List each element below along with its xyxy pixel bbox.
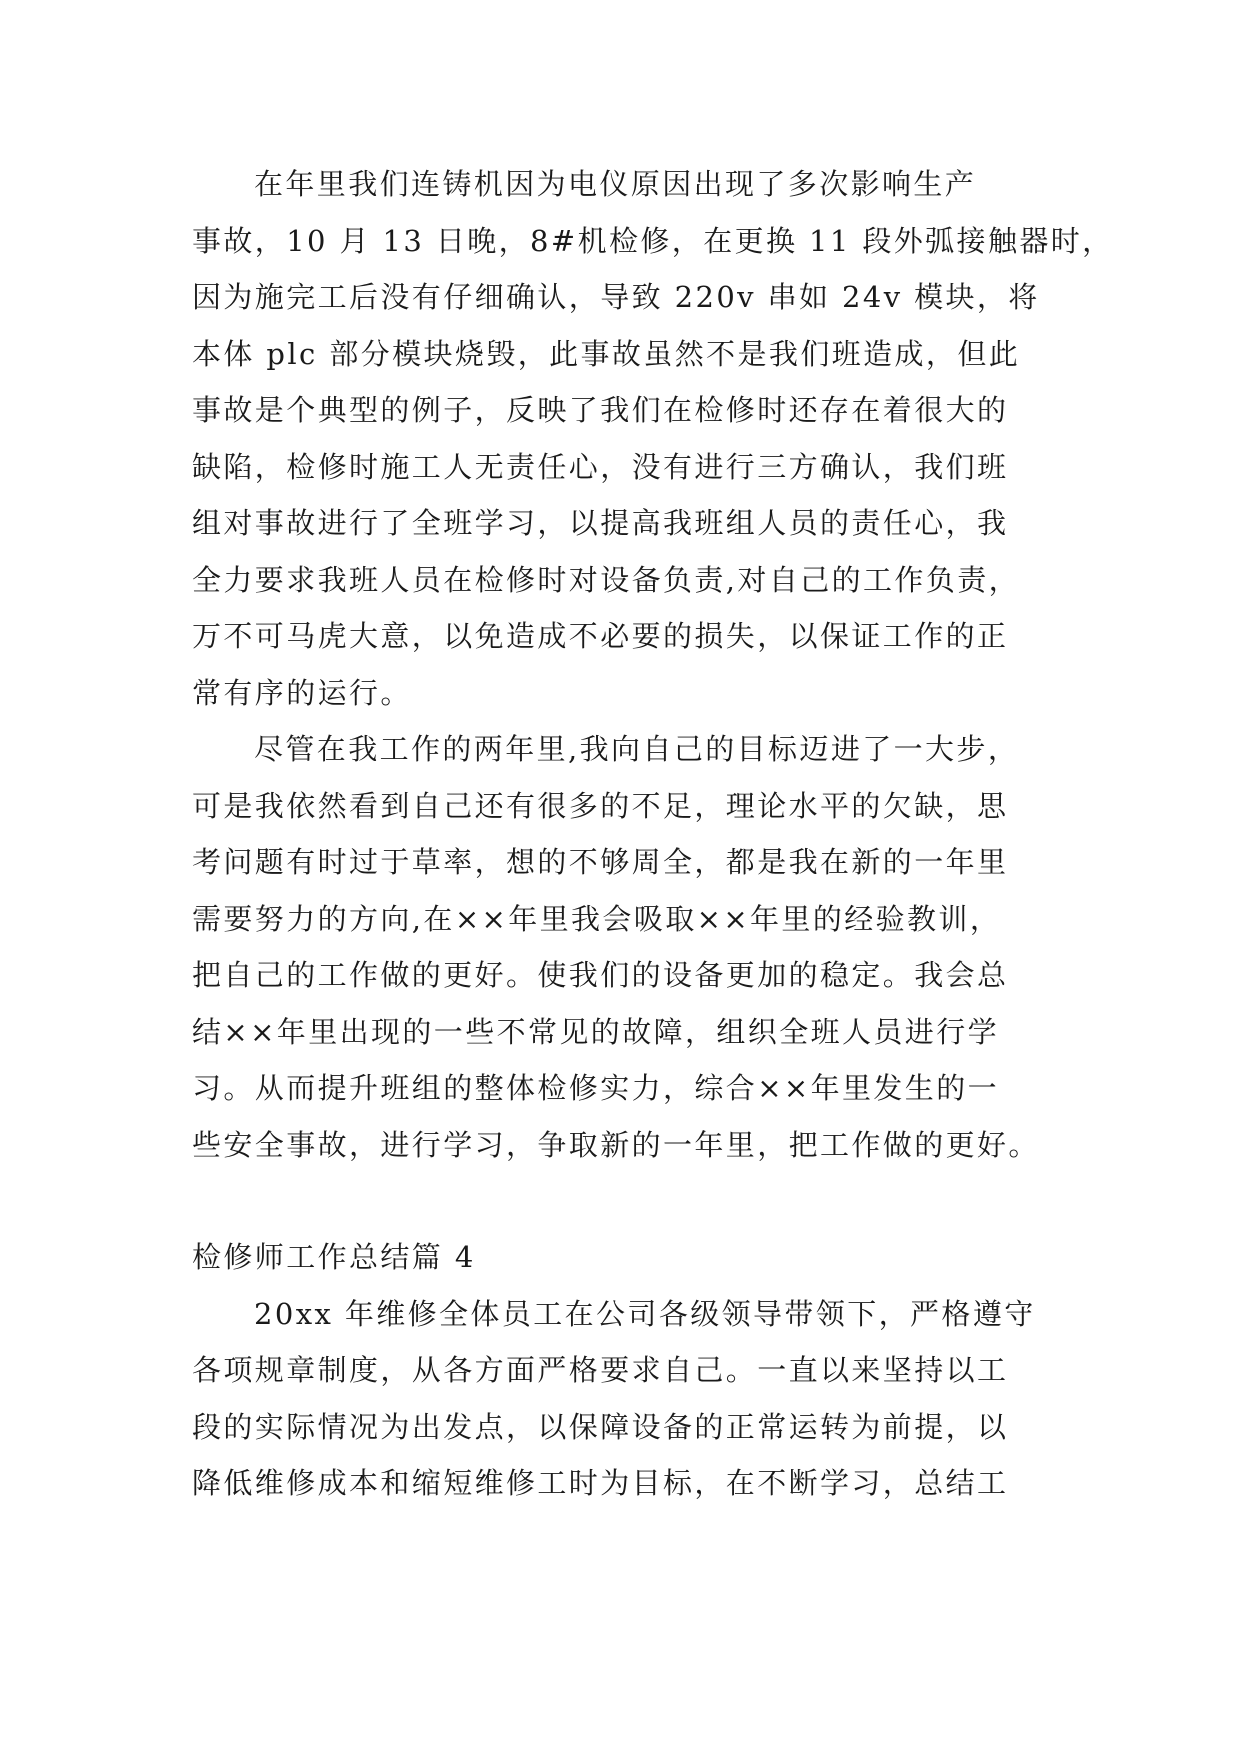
paragraph-2-line-5: 把自己的工作做的更好。使我们的设备更加的稳定。我会总: [192, 958, 1009, 992]
paragraph-1-line-10: 常有序的运行。: [192, 676, 412, 710]
paragraph-3-line-2: 各项规章制度，从各方面严格要求自己。一直以来坚持以工: [192, 1353, 1009, 1387]
paragraph-1-line-2: 事故，10 月 13 日晚，8#机检修，在更换 11 段外弧接触器时，: [192, 224, 1114, 258]
paragraph-1-line-1: 在年里我们连铸机因为电仪原因出现了多次影响生产: [254, 167, 977, 201]
paragraph-2-line-6: 结××年里出现的一些不常见的故障，组织全班人员进行学: [192, 1015, 999, 1049]
paragraph-3-line-4: 降低维修成本和缩短维修工时为目标，在不断学习，总结工: [192, 1466, 1009, 1500]
paragraph-1-line-5: 事故是个典型的例子，反映了我们在检修时还存在着很大的: [192, 393, 1009, 427]
paragraph-2-line-2: 可是我依然看到自己还有很多的不足，理论水平的欠缺，思: [192, 789, 1009, 823]
paragraph-2-line-7: 习。从而提升班组的整体检修实力，综合××年里发生的一: [192, 1071, 999, 1105]
paragraph-3-line-1: 20xx 年维修全体员工在公司各级领导带领下，严格遵守: [254, 1297, 1036, 1331]
paragraph-1-line-6: 缺陷，检修时施工人无责任心，没有进行三方确认，我们班: [192, 450, 1009, 484]
paragraph-1-line-7: 组对事故进行了全班学习，以提高我班组人员的责任心，我: [192, 506, 1009, 540]
paragraph-2-line-4: 需要努力的方向,在××年里我会吸取××年里的经验教训，: [192, 902, 1002, 936]
paragraph-2-line-1: 尽管在我工作的两年里,我向自己的目标迈进了一大步，: [254, 732, 1020, 766]
paragraph-1-line-3: 因为施完工后没有仔细确认，导致 220v 串如 24v 模块，将: [192, 280, 1040, 314]
paragraph-1-line-9: 万不可马虎大意，以免造成不必要的损失，以保证工作的正: [192, 619, 1009, 653]
paragraph-3-line-3: 段的实际情况为出发点，以保障设备的正常运转为前提，以: [192, 1410, 1009, 1444]
paragraph-2-line-8: 些安全事故，进行学习，争取新的一年里，把工作做的更好。: [192, 1128, 1040, 1162]
paragraph-2-line-3: 考问题有时过于草率，想的不够周全，都是我在新的一年里: [192, 845, 1009, 879]
paragraph-1-line-8: 全力要求我班人员在检修时对设备负责,对自己的工作负责，: [192, 563, 1021, 597]
paragraph-1-line-4: 本体 plc 部分模块烧毁，此事故虽然不是我们班造成，但此: [192, 337, 1021, 371]
section-heading: 检修师工作总结篇 4: [192, 1240, 476, 1274]
